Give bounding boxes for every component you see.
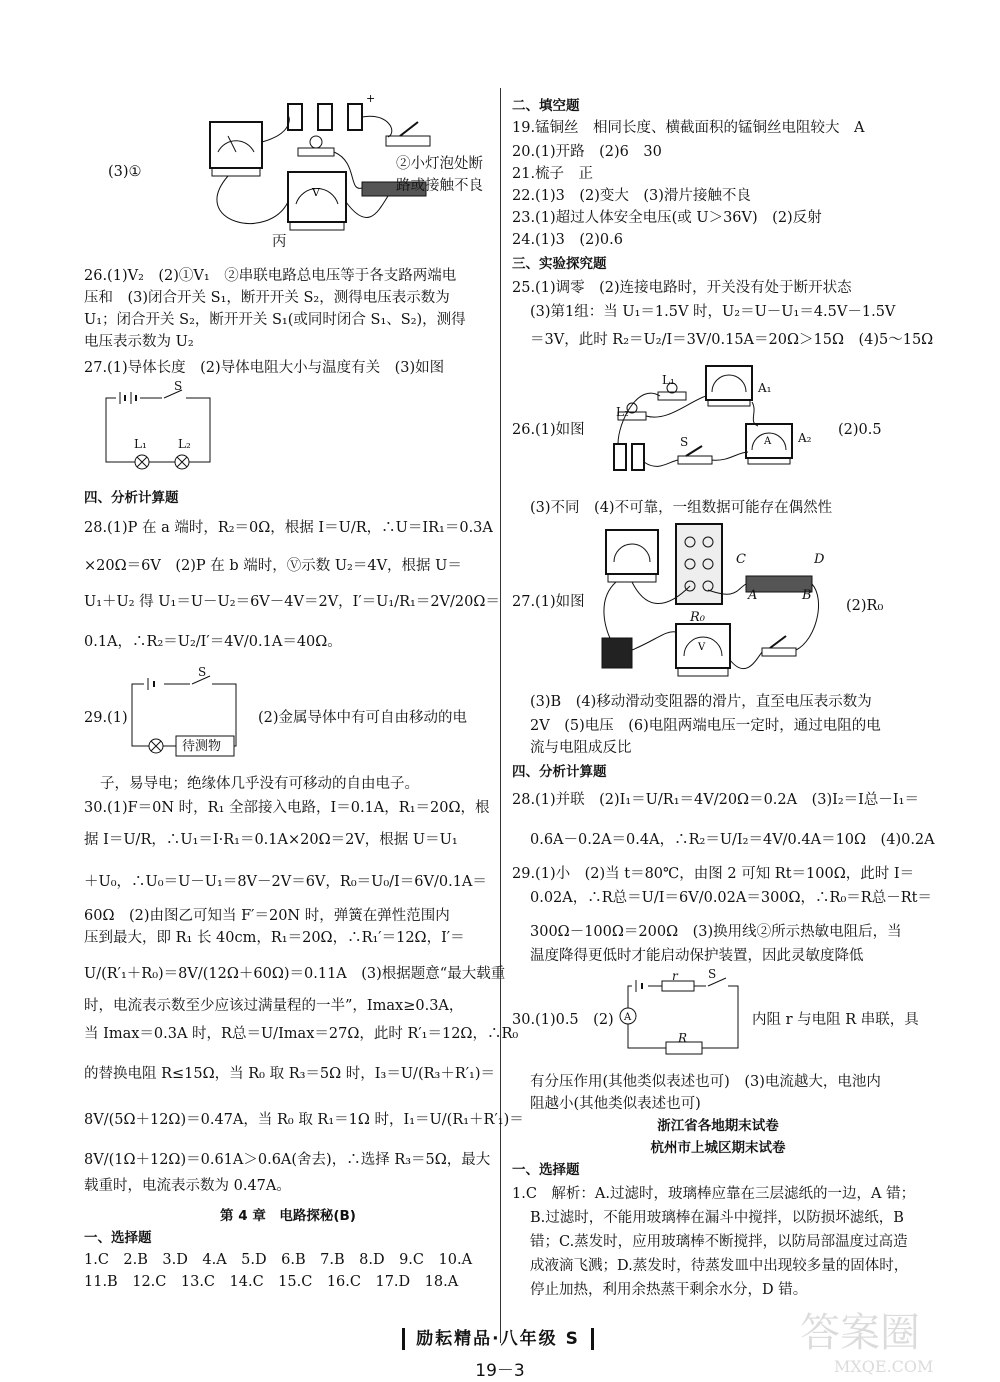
lamp-label: L₁ (662, 373, 675, 387)
answer-line: U/(R′₁＋R₀)＝8V/(12Ω＋60Ω)＝0.11A (3)根据题意“最大载重 (84, 966, 506, 982)
svg-text:V: V (698, 642, 706, 653)
answer-line: 23.(1)超过人体安全电压(或 U＞36V) (2)反射 (512, 210, 822, 226)
switch-label: S (174, 379, 183, 393)
circuit-apparatus-27 (586, 520, 826, 690)
answer-line: 时，电流表示数至少应该过满量程的一半”，Imax≥0.3A， (84, 998, 464, 1014)
answer-line: (2)金属导体中有可自由移动的电 (258, 710, 468, 726)
section-heading: 四、分析计算题 (512, 764, 607, 780)
question-label: 26.(1)如图 (512, 422, 585, 438)
watermark-logo (790, 1300, 990, 1380)
answer-line: 11.B 12.C 13.C 14.C 15.C 16.C 17.D 18.A (84, 1274, 459, 1290)
circuit-apparatus-26 (598, 362, 828, 482)
answer-line: 的替换电阻 R≤15Ω，当 R₀ 取 R₃＝5Ω 时，I₃＝U/(R₃＋R′₁)＝ (84, 1066, 496, 1082)
answer-line: 22.(1)3 (2)变大 (3)滑片接触不良 (512, 188, 751, 204)
terminal-label: D (814, 552, 825, 567)
answer-line: (3)不同 (4)不可靠，一组数据可能存在偶然性 (530, 500, 833, 516)
section-heading: 一、选择题 (512, 1162, 580, 1178)
page-number: 19－3 (475, 1361, 525, 1381)
watermark-small: MXQE.COM (834, 1357, 934, 1376)
answer-line: 子，易导电；绝缘体几乎没有可移动的自由电子。 (100, 776, 419, 792)
answer-line: 1.C 解析：A.过滤时，玻璃棒应靠在三层滤纸的一边，A 错； (512, 1186, 916, 1202)
answer-line: 有分压作用(其他类似表述也可) (3)电流越大，电池内 (530, 1074, 881, 1090)
answer-line: 8V/(5Ω＋12Ω)＝0.47A，当 R₀ 取 R₁＝1Ω 时，I₁＝U/(R₁＋R′₁)＝ (84, 1112, 524, 1128)
answer-line: B.过滤时，不能用玻璃棒在漏斗中搅拌，以防损坏滤纸，B (530, 1210, 904, 1226)
answer-line: 载重时，电流表示数为 0.47A。 (84, 1178, 291, 1194)
answer-line: 29.(1)小 (2)当 t＝80℃，由图 2 可知 Rt＝100Ω，此时 I＝ (512, 866, 915, 882)
test-object-label: 待测物 (182, 739, 222, 754)
answer-line: 当 Imax＝0.3A 时，R总＝U/Imax＝27Ω，此时 R′₁＝12Ω，∴R₀ (84, 1026, 519, 1042)
answer-line: 成液滴飞溅；D.蒸发时，待蒸发皿中出现较多量的固体时， (530, 1258, 909, 1274)
answer-line: 24.(1)3 (2)0.6 (512, 232, 623, 248)
svg-text:A: A (764, 436, 772, 447)
answer-line: 0.02A，∴R总＝U/I＝6V/0.02A＝300Ω，∴R₀＝R总－Rt＝ (530, 890, 932, 906)
lamp-label: L₂ (178, 437, 191, 451)
resistor-label: R₀ (690, 610, 705, 625)
resistor-label: R (678, 1031, 688, 1045)
answer-line: ＋U₀，∴U₀＝U－U₁＝8V－2V＝6V，R₀＝U₀/I＝6V/0.1A＝ (84, 874, 487, 890)
circuit-diagram-27 (102, 382, 222, 470)
answer-line: U₁；闭合开关 S₂，断开开关 S₁(或同时闭合 S₁、S₂)，测得 (84, 312, 466, 328)
answer-line: 电压表示数为 U₂ (84, 334, 194, 350)
ammeter-label: A₂ (798, 431, 812, 445)
exam-subtitle: 杭州市上城区期末试卷 (650, 1140, 786, 1156)
answer-line: 压和 (3)闭合开关 S₁，断开开关 S₂，测得电压表示数为 (84, 290, 450, 306)
answer-line: (3)第1组：当 U₁＝1.5V 时，U₂＝U－U₁＝4.5V－1.5V (530, 304, 896, 320)
watermark-big: 答案圈 (800, 1310, 920, 1356)
internal-resistance-label: r (672, 969, 678, 983)
svg-text:+: + (366, 92, 376, 105)
fig-label: (3)① (108, 164, 142, 180)
lamp-label: L₂ (616, 405, 629, 419)
answer-line: 1.C 2.B 3.D 4.A 5.D 6.B 7.B 8.D 9.C 10.A (84, 1252, 473, 1268)
answer-line: 据 I＝U/R，∴U₁＝I·R₁＝0.1A×20Ω＝2V，根据 U＝U₁ (84, 832, 458, 848)
switch-label: S (680, 435, 689, 449)
fig-note-2: 路或接触不良 (396, 178, 483, 194)
section-heading: 四、分析计算题 (84, 490, 179, 506)
answer-line: 27.(1)导体长度 (2)导体电阻大小与温度有关 (3)如图 (84, 360, 445, 376)
answer-line: 阻越小(其他类似表述也可) (530, 1096, 701, 1112)
switch-label: S (708, 967, 717, 981)
question-label: 29.(1) (84, 710, 128, 726)
answer-line: 300Ω－100Ω＝200Ω (3)换用线②所示热敏电阻后，当 (530, 924, 902, 940)
section-heading: 二、填空题 (512, 98, 580, 114)
answer-line: 30.(1)F＝0N 时，R₁ 全部接入电路，I＝0.1A，R₁＝20Ω，根 (84, 800, 490, 816)
fig-caption: 丙 (272, 234, 287, 250)
answer-line: 压到最大，即 R₁ 长 40cm，R₁＝20Ω，∴R₁′＝12Ω，I′＝ (84, 930, 465, 946)
fig-note-1: ②小灯泡处断 (396, 156, 483, 172)
answer-line: U₁＋U₂ 得 U₁＝U－U₂＝6V－4V＝2V，I′＝U₁/R₁＝2V/20Ω＝ (84, 594, 500, 610)
switch-label: S (198, 665, 207, 679)
answer-line: ＝3V，此时 R₂＝U₂/I＝3V/0.15A＝20Ω＞15Ω (4)5～15Ω (530, 332, 934, 348)
answer-line: 8V/(1Ω＋12Ω)＝0.61A＞0.6A(舍去)，∴选择 R₃＝5Ω，最大 (84, 1152, 491, 1168)
ammeter-label: A₁ (758, 381, 772, 395)
terminal-label: C (736, 552, 746, 567)
answer-line: 20.(1)开路 (2)6 30 (512, 144, 662, 160)
column-divider (500, 88, 501, 1343)
answer-line: 停止加热，利用余热蒸干剩余水分，D 错。 (530, 1282, 808, 1298)
answer-line: 28.(1)P 在 a 端时，R₂＝0Ω，根据 I＝U/R，∴U＝IR₁＝0.3A (84, 520, 493, 536)
answer-line: 28.(1)并联 (2)I₁＝U/R₁＝4V/20Ω＝0.2A (3)I₂＝I总－I₁＝ (512, 792, 919, 808)
answer-line: 温度降得更低时才能启动保护装置，因此灵敏度降低 (530, 948, 864, 964)
answer-line: 19.锰铜丝 相同长度、横截面积的锰铜丝电阻较大 A (512, 120, 865, 136)
svg-text:V: V (312, 186, 320, 199)
footer-brand: 励耘精品·八年级 S (398, 1326, 598, 1352)
answer-text: (2)R₀ (846, 598, 884, 614)
answer-line: 流与电阻成反比 (530, 740, 632, 756)
terminal-label: B (802, 588, 812, 603)
answer-line: 60Ω (2)由图乙可知当 F′＝20N 时，弹簧在弹性范围内 (84, 908, 450, 924)
answer-line: 0.6A－0.2A＝0.4A，∴R₂＝U/I₂＝4V/0.4A＝10Ω (4)0.2A (530, 832, 935, 848)
answer-line: 25.(1)调零 (2)连接电路时，开关没有处于断开状态 (512, 280, 852, 296)
answer-line: 21.梳子 正 (512, 166, 594, 182)
answer-line: 内阻 r 与电阻 R 串联，具 (752, 1012, 919, 1028)
answer-line: 2V (5)电压 (6)电阻两端电压一定时，通过电阻的电 (530, 718, 881, 734)
answer-line: 26.(1)V₂ (2)①V₁ ②串联电路总电压等于各支路两端电 (84, 268, 457, 284)
answer-line: (3)B (4)移动滑动变阻器的滑片，直至电压表示数为 (530, 694, 872, 710)
answer-line: 错；C.蒸发时，应用玻璃棒不断搅拌，以防局部温度过高造 (530, 1234, 908, 1250)
section-heading: 三、实验探究题 (512, 256, 607, 272)
question-label: 30.(1)0.5 (2) (512, 1012, 614, 1028)
exam-title: 浙江省各地期末试卷 (657, 1118, 779, 1134)
svg-text:A: A (624, 1012, 632, 1023)
terminal-label: A (748, 588, 758, 603)
section-heading: 一、选择题 (84, 1230, 152, 1246)
answer-text: (2)0.5 (838, 422, 882, 438)
question-label: 27.(1)如图 (512, 594, 585, 610)
chapter-title: 第 4 章 电路探秘(B) (220, 1208, 356, 1224)
answer-line: 0.1A，∴R₂＝U₂/I′＝4V/0.1A＝40Ω。 (84, 634, 342, 650)
answer-line: ×20Ω＝6V (2)P 在 b 端时，Ⓥ示数 U₂＝4V，根据 U＝ (84, 558, 462, 574)
lamp-label: L₁ (134, 437, 147, 451)
